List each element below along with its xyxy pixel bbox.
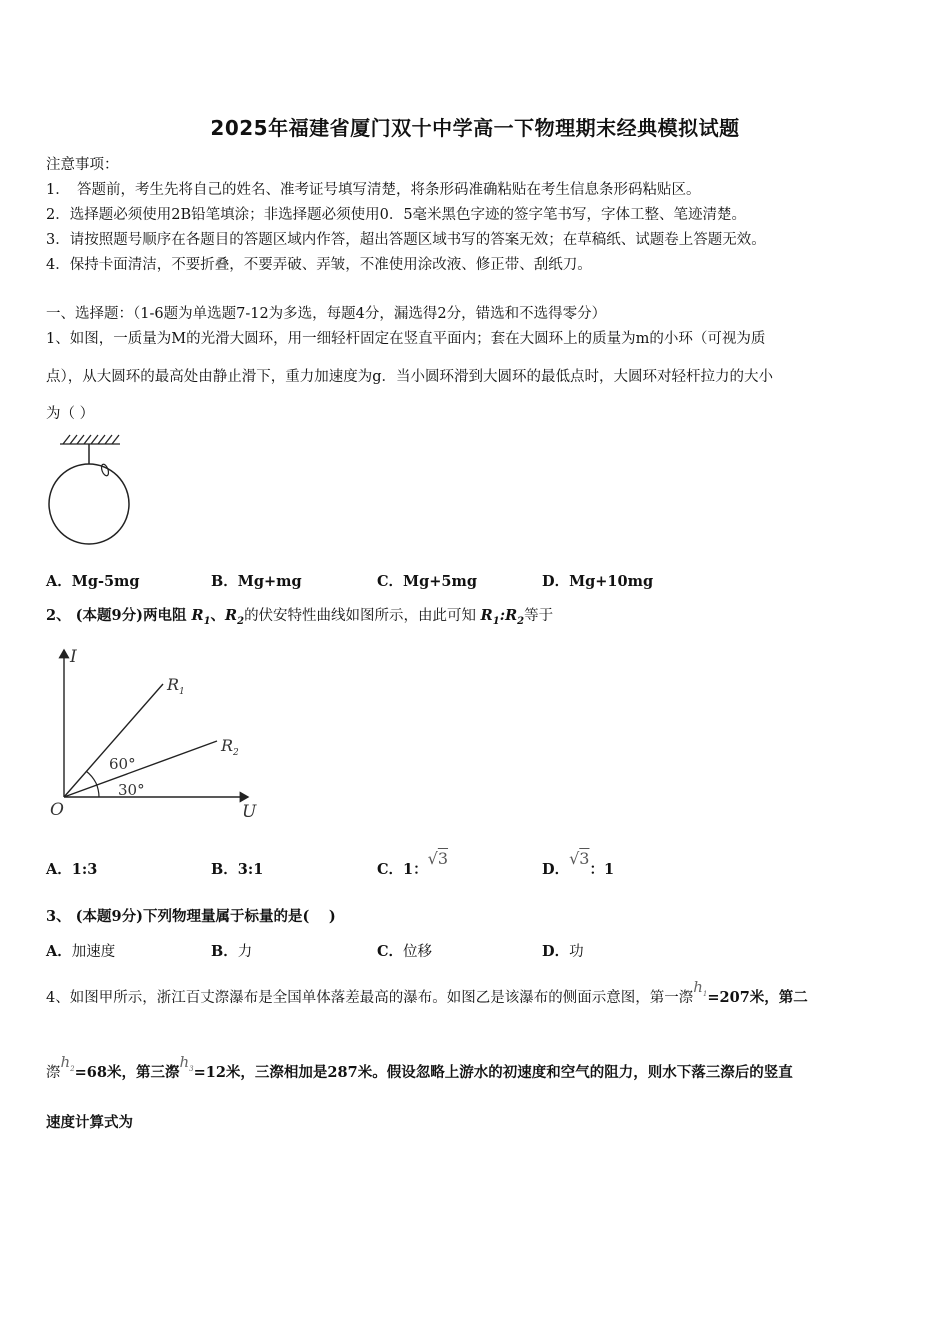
sqrt3-symbol-d: √3	[569, 849, 590, 868]
q4-stem-line3: 速度计算式为	[46, 1114, 133, 1131]
q1-ring-figure	[44, 432, 136, 550]
q3-options	[46, 940, 906, 964]
q1-option-a[interactable]: A．Mg-5mg	[46, 573, 140, 590]
notice-item-3: 3．请按照题号顺序在各题目的答题区域内作答，超出答题区域书写的答案无效；在草稿纸、试题卷上答题无效。	[46, 232, 766, 248]
angle-60-label: 60°	[109, 755, 136, 773]
q1-stem-line1: 1、如图，一质量为M的光滑大圆环，用一细轻杆固定在竖直平面内；套在大圆环上的质量为m的小环（可视为质	[46, 331, 766, 347]
u-axis-label: U	[242, 802, 257, 822]
origin-label: O	[50, 800, 64, 820]
q3-option-b[interactable]: B．力	[211, 943, 253, 960]
q4-stem-line2: 漈$h_2=68$米，第三漈$h_3=12$米，三漈相加是287米。假设忽略上游水的初速度和空气的阻力，则水下落三漈后的竖直	[46, 1053, 793, 1081]
q3-option-d[interactable]: D．功	[542, 943, 584, 960]
r1-label: $R_1$	[167, 675, 185, 697]
ceiling-hatch	[60, 435, 120, 444]
q2-options	[46, 849, 906, 882]
q4-stem-line1: 4、如图甲所示，浙江百丈漈瀑布是全国单体落差最高的瀑布。如图乙是该瀑布的侧面示意图，第一漈$h_1=207$米，第二	[46, 978, 808, 1006]
notice-heading: 注意事项：	[46, 157, 119, 173]
sqrt3-symbol-c: √3	[427, 849, 449, 868]
big-ring	[49, 464, 129, 544]
small-ring	[100, 463, 110, 476]
notice-item-4: 4．保持卡面清洁，不要折叠，不要弄破、弄皱，不准使用涂改液、修正带、刮纸刀。	[46, 257, 592, 273]
notice-item-2: 2．选择题必须使用2B铅笔填涂；非选择题必须使用0．5毫米黑色字迹的签字笔书写，字体工整、笔迹清楚。	[46, 207, 747, 223]
angle-arc-60	[86, 771, 96, 783]
q2-option-c[interactable]: C．1：√3	[377, 849, 449, 878]
q3-option-c[interactable]: C．位移	[377, 943, 433, 960]
q2-option-d[interactable]: D．√3：1	[542, 849, 615, 878]
i-axis-label: I	[70, 647, 77, 667]
q1-stem-line2: 点），从大圆环的最高处由静止滑下，重力加速度为g．当小圆环滑到大圆环的最低点时，大圆环对轻杆拉力的大小	[46, 369, 774, 385]
page-title: 2025年福建省厦门双十中学高一下物理期末经典模拟试题	[210, 116, 740, 140]
q2-iu-graph	[40, 640, 280, 825]
q3-stem: 3、 (本题9分)下列物理量属于标量的是( )	[46, 908, 336, 925]
q2-option-a[interactable]: A．1:3	[46, 861, 98, 878]
h1-symbol: $h_1$	[693, 978, 708, 998]
q1-option-d[interactable]: D．Mg+10mg	[542, 573, 654, 590]
q1-stem-line3: 为（ ）	[46, 406, 95, 422]
q3-option-a[interactable]: A．加速度	[46, 943, 116, 960]
q1-option-b[interactable]: B．Mg+mg	[211, 573, 302, 590]
notice-item-1: 1． 答题前，考生先将自己的姓名、准考证号填写清楚，将条形码准确粘贴在考生信息条形码粘贴区。	[46, 182, 701, 198]
section-heading: 一、选择题：（1-6题为单选题7-12为多选，每题4分，漏选得2分，错选和不选得零分）	[46, 306, 607, 322]
r1-line	[64, 684, 163, 797]
q2-option-b[interactable]: B．3:1	[211, 861, 264, 878]
q1-option-c[interactable]: C．Mg+5mg	[377, 573, 477, 590]
q2-stem: 2、 (本题9分)两电阻 $R_1$、$R_2$的伏安特性曲线如图所示，由此可知 $R_1:R_2$等于	[46, 607, 554, 627]
r2-label: $R_2$	[221, 736, 239, 758]
h3-symbol: $h_3$	[179, 1053, 194, 1073]
h2-symbol: $h_2$	[60, 1053, 75, 1073]
q1-options	[46, 570, 906, 594]
angle-30-label: 30°	[118, 781, 145, 799]
